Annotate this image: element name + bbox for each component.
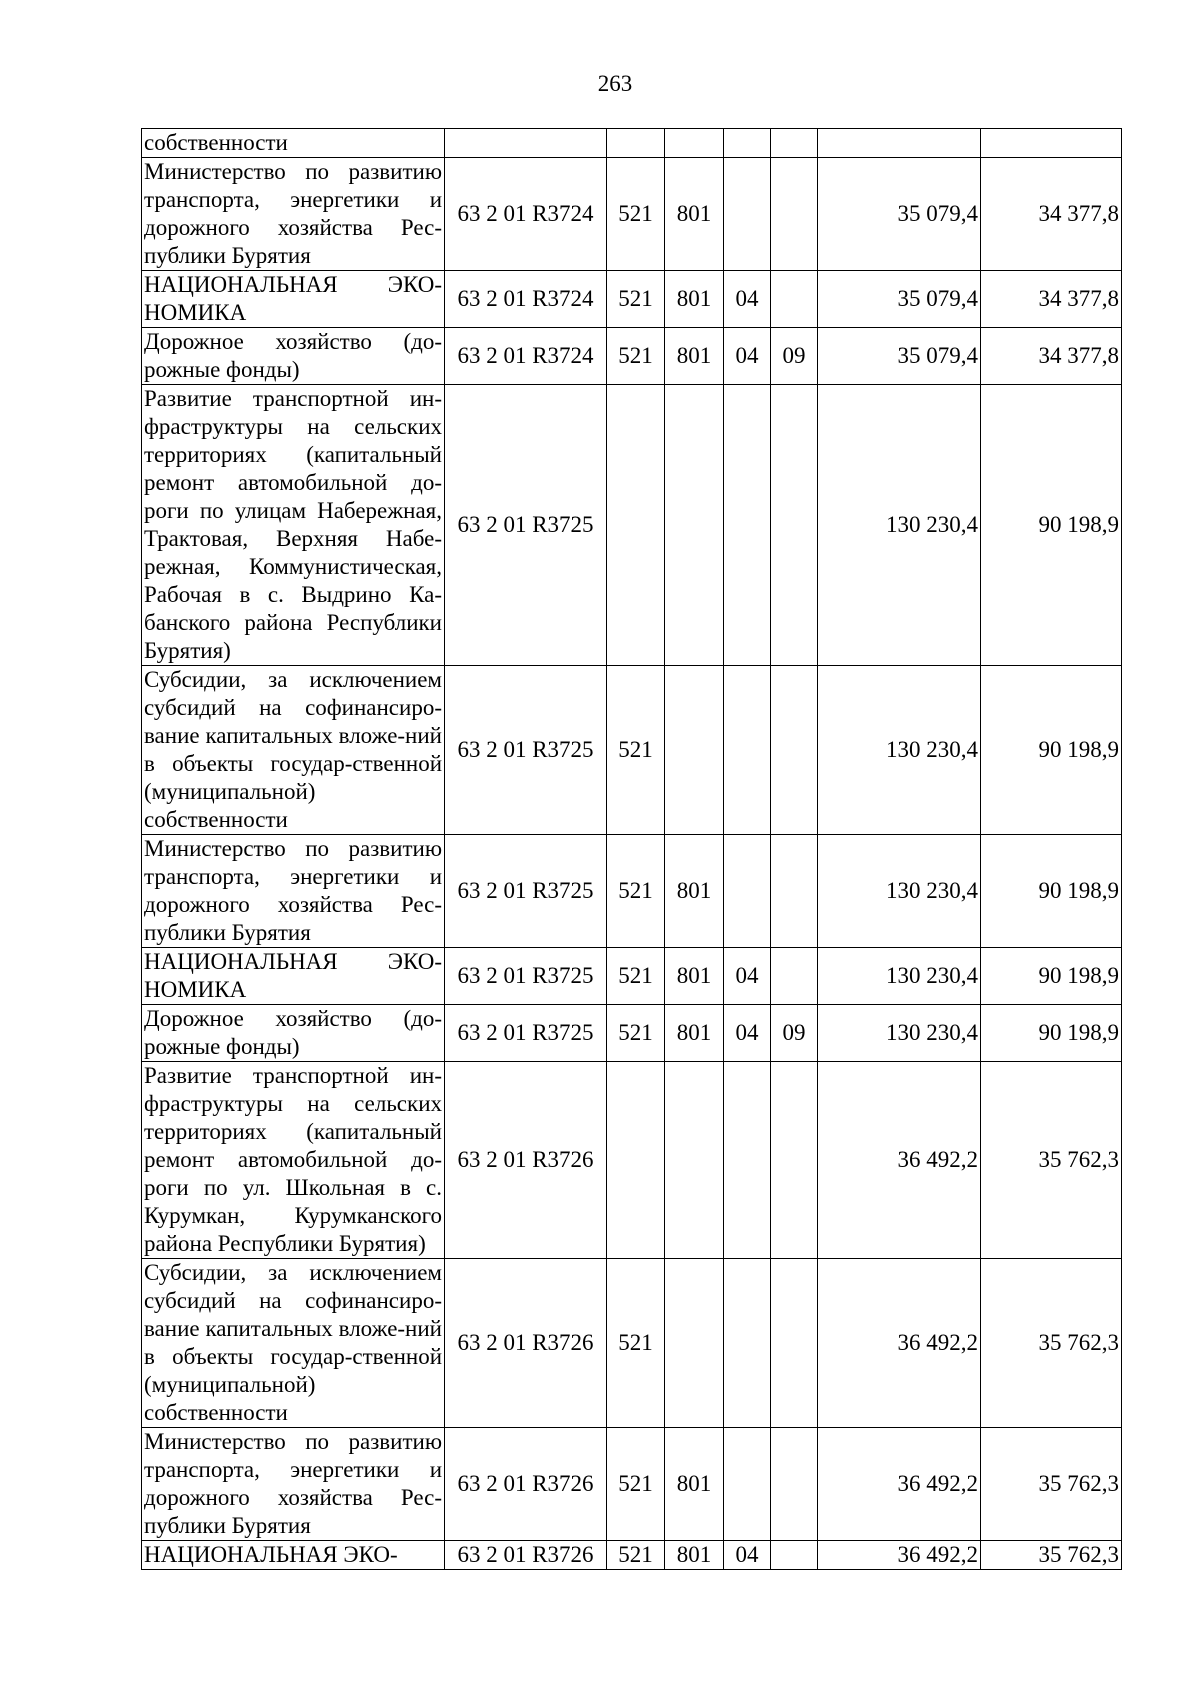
program-code-cell: 63 2 01 R3725 [445,948,607,1005]
row-name-cell: собственности [142,129,445,158]
subsection-cell [771,158,818,271]
ministry-code-cell: 801 [665,158,724,271]
row-name-cell: НАЦИОНАЛЬНАЯ ЭКО-НОМИКА [142,271,445,328]
section-cell [724,385,771,666]
table-row [142,1428,1122,1541]
section-cell [724,1259,771,1428]
amount-year2-cell: 35 762,3 [981,1541,1122,1570]
amount-year2-cell: 35 762,3 [981,1259,1122,1428]
table-row [142,1005,1122,1062]
table-row [142,328,1122,385]
ministry-code-cell: 801 [665,328,724,385]
program-code-cell: 63 2 01 R3726 [445,1541,607,1570]
section-cell [724,835,771,948]
program-code-cell: 63 2 01 R3724 [445,271,607,328]
section-cell: 04 [724,1005,771,1062]
amount-year2-cell: 90 198,9 [981,666,1122,835]
amount-year1-cell: 36 492,2 [818,1259,981,1428]
subsection-cell [771,1428,818,1541]
table-row [142,1541,1122,1570]
section-cell: 04 [724,948,771,1005]
expense-type-cell: 521 [607,1259,665,1428]
row-name-cell: Субсидии, за исключением субсидий на софинансиро-вание капитальных вложе-ний в объекты государ-ственной (муниципальной) собственности [142,666,445,835]
ministry-code-cell: 801 [665,948,724,1005]
amount-year1-cell: 130 230,4 [818,385,981,666]
row-name-cell: Дорожное хозяйство (до-рожные фонды) [142,1005,445,1062]
section-cell [724,129,771,158]
program-code-cell: 63 2 01 R3724 [445,158,607,271]
page-number: 263 [597,71,633,96]
program-code-cell: 63 2 01 R3725 [445,835,607,948]
amount-year1-cell: 130 230,4 [818,948,981,1005]
expense-type-cell: 521 [607,328,665,385]
ministry-code-cell: 801 [665,1428,724,1541]
ministry-code-cell [665,385,724,666]
subsection-cell [771,271,818,328]
amount-year1-cell [818,129,981,158]
section-cell: 04 [724,328,771,385]
subsection-cell [771,129,818,158]
subsection-cell: 09 [771,1005,818,1062]
expense-type-cell [607,129,665,158]
ministry-code-cell [665,1062,724,1259]
expense-type-cell: 521 [607,1541,665,1570]
amount-year2-cell: 90 198,9 [981,385,1122,666]
expense-type-cell: 521 [607,835,665,948]
amount-year1-cell: 35 079,4 [818,158,981,271]
row-name-cell: Развитие транспортной ин-фраструктуры на сельских территориях (капитальный ремонт автомобильной до-роги по ул. Школьная в с. Курумкан, Курумканского района Республики Бурятия) [142,1062,445,1259]
subsection-cell [771,948,818,1005]
expense-type-cell [607,1062,665,1259]
amount-year2-cell: 90 198,9 [981,948,1122,1005]
subsection-cell [771,1259,818,1428]
amount-year2-cell: 34 377,8 [981,158,1122,271]
program-code-cell: 63 2 01 R3725 [445,666,607,835]
table-row [142,1062,1122,1259]
program-code-cell: 63 2 01 R3725 [445,385,607,666]
expense-type-cell: 521 [607,1005,665,1062]
row-name-cell: НАЦИОНАЛЬНАЯ ЭКО- [142,1541,445,1570]
amount-year1-cell: 36 492,2 [818,1428,981,1541]
amount-year2-cell: 34 377,8 [981,271,1122,328]
table-row [142,835,1122,948]
amount-year1-cell: 36 492,2 [818,1541,981,1570]
amount-year1-cell: 130 230,4 [818,1005,981,1062]
section-cell: 04 [724,271,771,328]
expense-type-cell: 521 [607,158,665,271]
budget-table-body [142,129,1122,1570]
row-name-cell: Субсидии, за исключением субсидий на софинансиро-вание капитальных вложе-ний в объекты государ-ственной (муниципальной) собственности [142,1259,445,1428]
row-name-cell: Министерство по развитию транспорта, энергетики и дорожного хозяйства Рес-публики Бурятия [142,835,445,948]
section-cell [724,1428,771,1541]
ministry-code-cell [665,666,724,835]
table-row [142,129,1122,158]
subsection-cell: 09 [771,328,818,385]
amount-year2-cell: 35 762,3 [981,1428,1122,1541]
ministry-code-cell: 801 [665,271,724,328]
ministry-code-cell: 801 [665,1005,724,1062]
program-code-cell [445,129,607,158]
amount-year2-cell: 90 198,9 [981,835,1122,948]
ministry-code-cell [665,1259,724,1428]
amount-year1-cell: 130 230,4 [818,835,981,948]
table-row [142,385,1122,666]
amount-year2-cell: 34 377,8 [981,328,1122,385]
subsection-cell [771,1062,818,1259]
section-cell [724,1062,771,1259]
amount-year2-cell: 90 198,9 [981,1005,1122,1062]
expense-type-cell: 521 [607,666,665,835]
row-name-cell: Министерство по развитию транспорта, энергетики и дорожного хозяйства Рес-публики Бурятия [142,1428,445,1541]
program-code-cell: 63 2 01 R3725 [445,1005,607,1062]
table-row [142,158,1122,271]
section-cell: 04 [724,1541,771,1570]
expense-type-cell [607,385,665,666]
amount-year1-cell: 35 079,4 [818,271,981,328]
ministry-code-cell [665,129,724,158]
amount-year2-cell [981,129,1122,158]
amount-year2-cell: 35 762,3 [981,1062,1122,1259]
program-code-cell: 63 2 01 R3726 [445,1062,607,1259]
ministry-code-cell: 801 [665,1541,724,1570]
table-row [142,666,1122,835]
row-name-cell: Развитие транспортной ин-фраструктуры на сельских территориях (капитальный ремонт автомобильной до-роги по улицам Набережная, Трактовая, Верхняя Набе-режная, Коммунистическая, Рабочая в с. Выдрино Ка-банского района Республики Бурятия) [142,385,445,666]
section-cell [724,158,771,271]
subsection-cell [771,666,818,835]
expense-type-cell: 521 [607,1428,665,1541]
program-code-cell: 63 2 01 R3724 [445,328,607,385]
expense-type-cell: 521 [607,948,665,1005]
program-code-cell: 63 2 01 R3726 [445,1259,607,1428]
subsection-cell [771,1541,818,1570]
budget-table [141,128,1122,1570]
table-row [142,1259,1122,1428]
table-row [142,948,1122,1005]
row-name-cell: НАЦИОНАЛЬНАЯ ЭКО-НОМИКА [142,948,445,1005]
row-name-cell: Дорожное хозяйство (до-рожные фонды) [142,328,445,385]
expense-type-cell: 521 [607,271,665,328]
row-name-cell: Министерство по развитию транспорта, энергетики и дорожного хозяйства Рес-публики Бурятия [142,158,445,271]
section-cell [724,666,771,835]
program-code-cell: 63 2 01 R3726 [445,1428,607,1541]
amount-year1-cell: 36 492,2 [818,1062,981,1259]
ministry-code-cell: 801 [665,835,724,948]
amount-year1-cell: 130 230,4 [818,666,981,835]
subsection-cell [771,835,818,948]
subsection-cell [771,385,818,666]
amount-year1-cell: 35 079,4 [818,328,981,385]
table-row [142,271,1122,328]
